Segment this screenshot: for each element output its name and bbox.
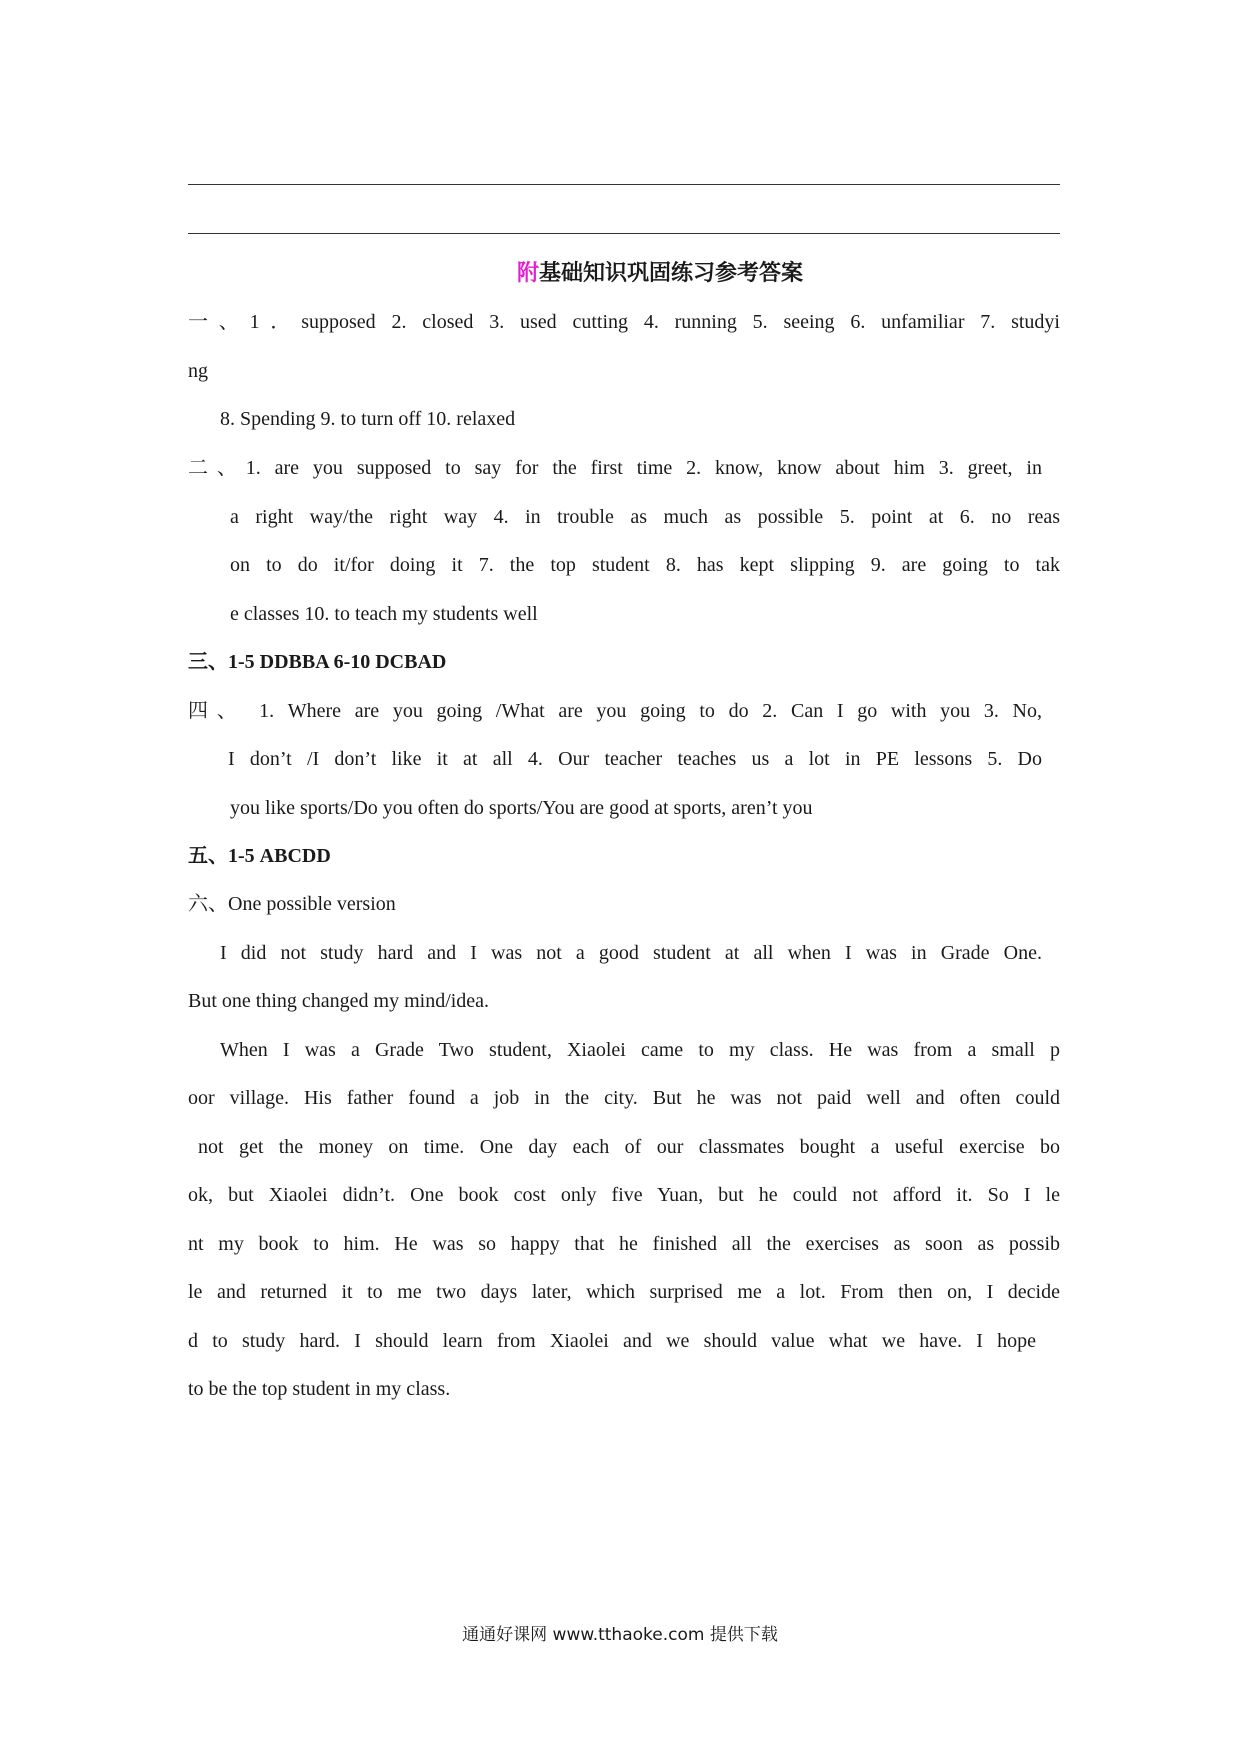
essay-line: nt my book to him. He was so happy that he finished all the exercises as soon as possib <box>188 1233 1060 1255</box>
answer-line: 一、1．supposed 2. closed 3. used cutting 4. running 5. seeing 6. unfamiliar 7. studyi <box>188 311 1060 333</box>
answer-line: on to do it/for doing it 7. the top student 8. has kept slipping 9. are going to tak <box>230 554 1060 576</box>
answer-line: 六、One possible version <box>188 893 396 915</box>
top-rule-1 <box>188 184 1060 185</box>
essay-line: to be the top student in my class. <box>188 1378 451 1400</box>
answer-line: 8. Spending 9. to turn off 10. relaxed <box>220 408 516 430</box>
answer-line: 二、1. are you supposed to say for the first time 2. know, know about him 3. greet, in <box>188 457 1042 479</box>
essay-line: I did not study hard and I was not a good student at all when I was in Grade One. <box>220 942 1042 964</box>
answer-line: 五、1-5 ABCDD <box>188 845 331 867</box>
title-text: 基础知识巩固练习参考答案 <box>539 260 804 286</box>
essay-line: When I was a Grade Two student, Xiaolei came to my class. He was from a small p <box>220 1039 1060 1061</box>
answer-line: you like sports/Do you often do sports/You are good at sports, aren’t you <box>230 797 813 819</box>
essay-line: le and returned it to me two days later, which surprised me a lot. From then on, I decide <box>188 1281 1060 1303</box>
answer-line: 三、1-5 DDBBA 6-10 DCBAD <box>188 651 447 673</box>
essay-line: ok, but Xiaolei didn’t. One book cost only five Yuan, but he could not afford it. So I le <box>188 1184 1060 1206</box>
answer-line: a right way/the right way 4. in trouble as much as possible 5. point at 6. no reas <box>230 506 1060 528</box>
answer-line: ng <box>188 360 208 382</box>
answer-line: e classes 10. to teach my students well <box>230 603 538 625</box>
essay-line: d to study hard. I should learn from Xiaolei and we should value what we have. I hope <box>188 1330 1036 1352</box>
page-title <box>0 256 1240 287</box>
page-footer: 通通好课网 www.tthaoke.com 提供下载 <box>462 1625 778 1645</box>
essay-line: But one thing changed my mind/idea. <box>188 990 490 1012</box>
essay-line: not get the money on time. One day each of our classmates bought a useful exercise bo <box>198 1136 1060 1158</box>
answer-line: 四、 1. Where are you going /What are you going to do 2. Can I go with you 3. No, <box>188 700 1042 722</box>
answer-line: I don’t /I don’t like it at all 4. Our teacher teaches us a lot in PE lessons 5. Do <box>228 748 1042 770</box>
essay-line: oor village. His father found a job in the city. But he was not paid well and often could <box>188 1087 1060 1109</box>
top-rule-2 <box>188 233 1060 234</box>
title-accent: 附 <box>516 260 539 286</box>
